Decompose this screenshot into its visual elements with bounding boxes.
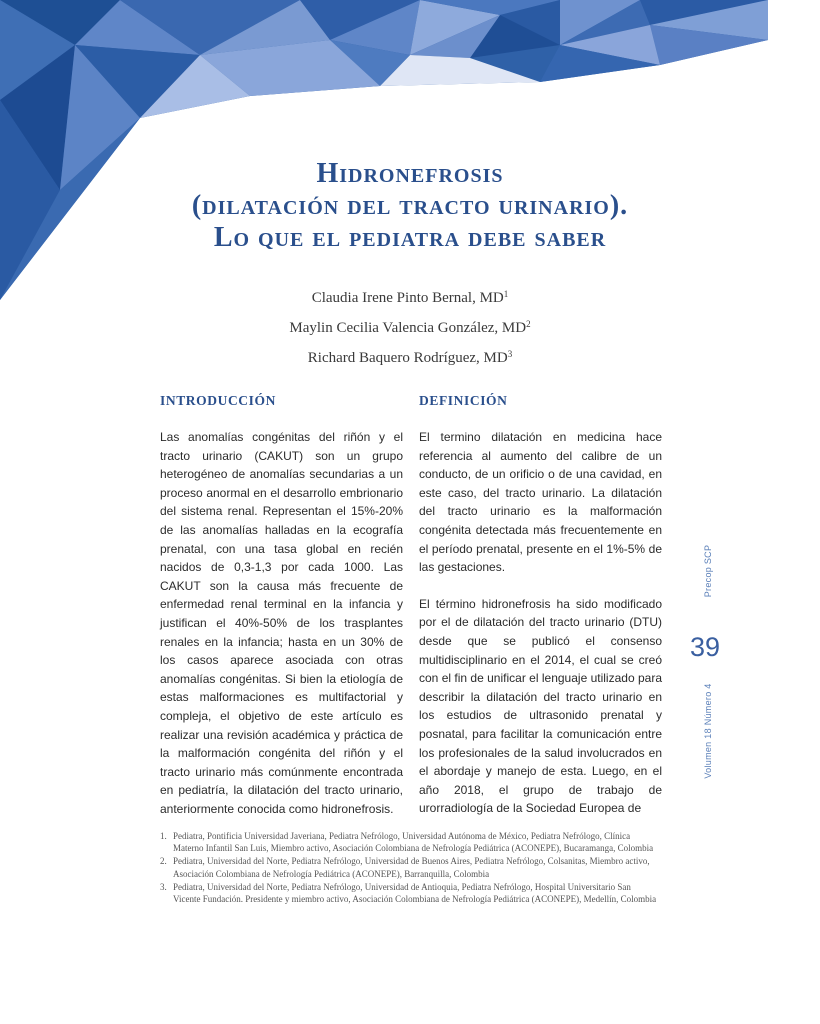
author-name: Richard Baquero Rodríguez, MD (307, 350, 508, 366)
footnote-text: Pediatra, Universidad del Norte, Pediatra Nefrólogo, Universidad de Buenos Aires, Pediatra Nefrólogo, Colsanitas, Miembro activo, Asociación Colombiana de Nefrología Pediátrica (ACONEPE), Barranquilla, Colombia (173, 856, 650, 879)
intro-heading: INTRODUCCIÓN (160, 393, 276, 408)
footnote-text: Pediatra, Universidad del Norte, Pediatra Nefrólogo, Universidad de Antioquia, Pediatra Nefrólogo, Hospital Universitario San Vicente Fundación. Presidente y miembro activo, Asociación Colombiana de Nefrología Pediátrica (ACONEPE), Medellín, Colombia (173, 881, 657, 905)
article-title (0, 158, 820, 254)
intro-column (160, 428, 403, 836)
author-affiliation-mark: 2 (526, 319, 531, 329)
author-2 (0, 311, 820, 341)
author-name: Maylin Cecilia Valencia González, MD (289, 320, 527, 336)
author-affiliation-mark: 1 (503, 289, 509, 299)
header-polygon-decoration (0, 0, 768, 300)
title-line-3: Lo que el pediatra debe saber (213, 222, 607, 253)
author-affiliation-mark: 3 (507, 349, 513, 359)
intro-paragraph: Las anomalías congénitas del riñón y el tracto urinario (CAKUT) son un grupo heterogéneo de anomalías secundarias a un proceso anormal en el desarrollo embrionario del sistema renal. Representan el 15%-20% de las anomalías halladas en la ecografía prenatal, con una tasa global en recién nacidos de 0,3-1,3 por cada 1000. Las CAKUT son la causa más frecuente de enfermedad renal terminal en la infancia y justifican el 40%-50% de los trasplantes renales en la infancia; hasta en un 30% de los casos aparece asociada con otras anomalías congénitas. Si bien la etiología de estas malformaciones es multifactorial y compleja, el objetivo de este artículo es realizar una revisión académica y práctica de la malformación congénita del riñón y el tracto urinario más comúnmente encontrada en pediatría, la dilatación del tracto urinario, anteriormente conocida como hidronefrosis. (160, 430, 403, 816)
journal-name: Precop SCP (703, 544, 713, 598)
page-number: 39 (690, 632, 721, 662)
footnote (160, 830, 660, 854)
footnotes (160, 830, 660, 906)
footnote-number: 1. (160, 831, 167, 841)
footnote (160, 855, 660, 879)
footnote-text: Pediatra, Pontificia Universidad Javeriana, Pediatra Nefrólogo, Universidad Autónoma de México, Pediatra Nefrólogo, Clínica Materno Infantil San Luis, Miembro activo, Asociación Colombiana de Nefrología Pediátrica (ACONEPE), Bucaramanga, Colombia (173, 831, 654, 854)
footnote-number: 3. (160, 881, 167, 892)
title-line-1: Hidronefrosis (316, 158, 504, 189)
author-list (0, 281, 820, 371)
definition-paragraph: El termino dilatación en medicina hace referencia al aumento del calibre de un conducto, de un orificio o de una cavidad, en este caso, del tracto urinario. La dilatación del tracto urinario es la malformación congénita detectada más frecuentemente en el período prenatal, presente en el 1%-5% de las gestaciones. (419, 430, 662, 575)
definition-heading: DEFINICIÓN (419, 393, 508, 408)
definition-paragraph: El término hidronefrosis ha sido modificado por el de dilatación del tracto urinario (DTU) desde que se publicó el consenso multidisciplinario en el 2014, el cual se creó con el fin de unificar el lenguaje utilizado para describir la dilatación del tracto urinario en los estudios de ultrasonido prenatal y posnatal, para facilitar la comunicación entre los profesionales de la salud involucrados en el abordaje y manejo de esta. Luego, en el año 2018, el grupo de trabajo de urorradiología de la Sociedad Europea de (419, 596, 662, 816)
title-line-2: (dilatación del tracto urinario). (191, 190, 629, 221)
footnote-number: 2. (160, 856, 167, 867)
volume-info: Volumen 18 Número 4 (703, 683, 713, 779)
author-3 (0, 341, 820, 371)
author-1 (0, 281, 820, 311)
footnote (160, 881, 660, 905)
definition-column (419, 428, 662, 816)
author-name: Claudia Irene Pinto Bernal, MD (311, 290, 504, 306)
